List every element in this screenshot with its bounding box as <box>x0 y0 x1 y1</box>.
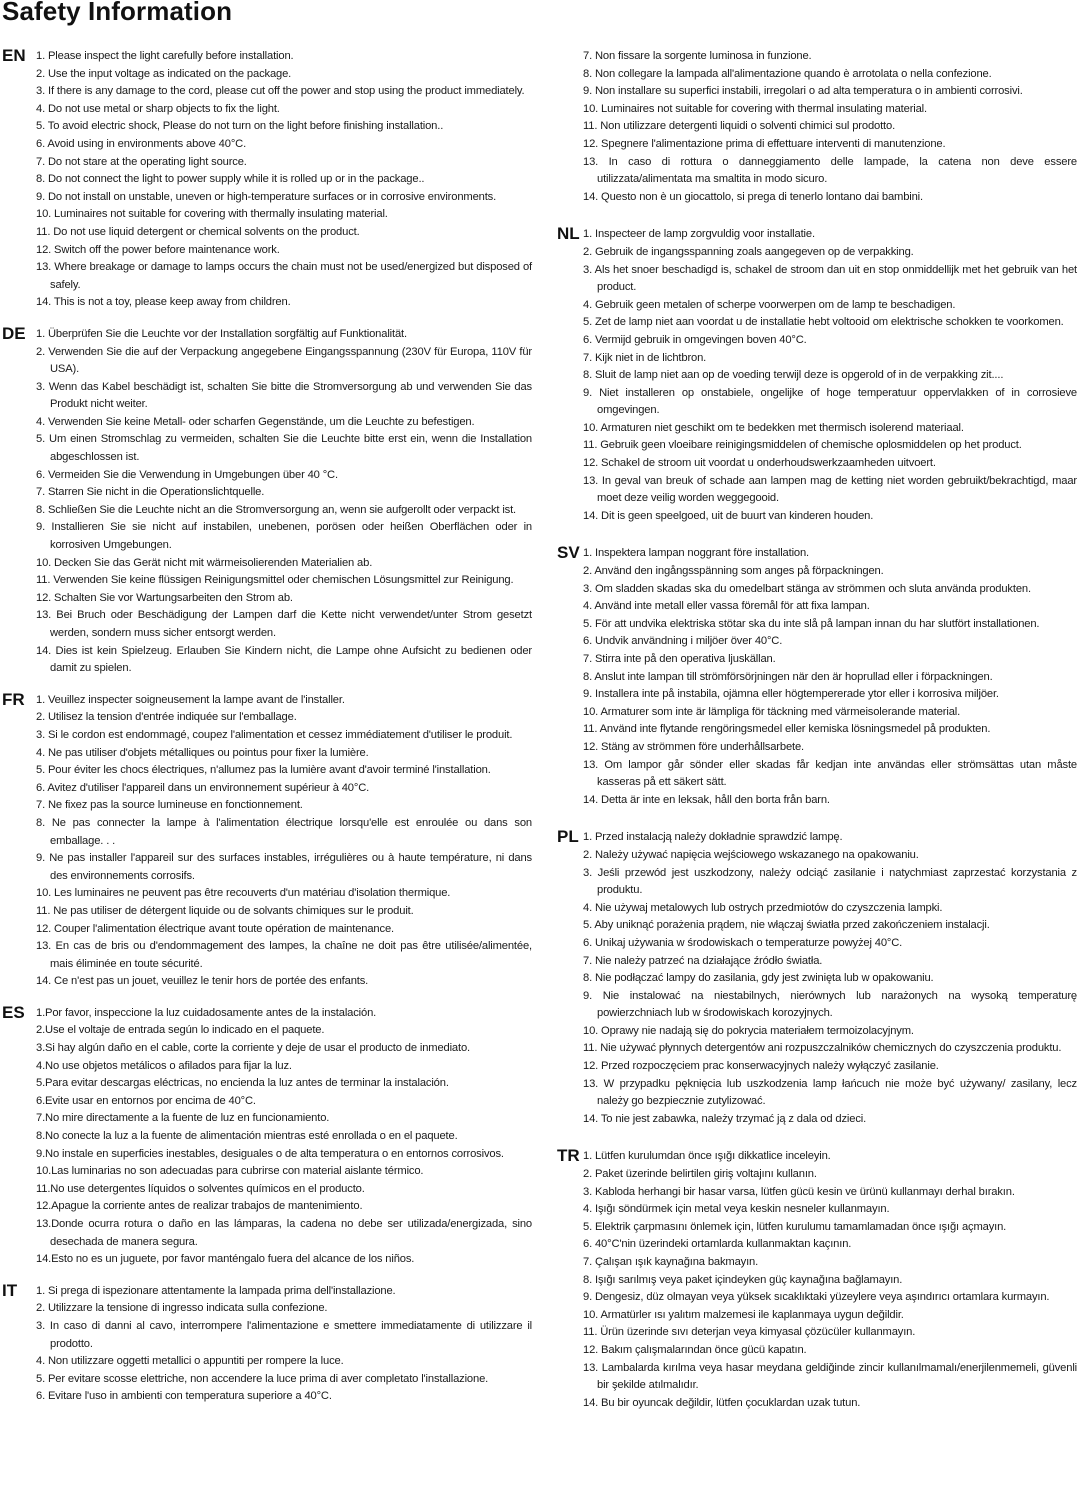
list-item: 6. Vermijd gebruik in omgevingen boven 40°C. <box>583 333 807 346</box>
language-code: EN <box>2 46 26 65</box>
list-item: 2. Utilizzare la tensione di ingresso indicata sulla confezione. <box>36 1302 328 1315</box>
list-item: 11. Nie używać płynnych detergentów ani rozpuszczalników chemicznych do czyszczenia produktu. <box>583 1042 1062 1055</box>
instruction-list <box>583 48 1077 206</box>
list-item: 12. Spegnere l'alimentazione prima di effettuare interventi di manutenzione. <box>583 137 946 150</box>
list-item: 3. If there is any damage to the cord, please cut off the power and stop using the product immediately. <box>36 85 525 98</box>
list-item: 8.No conecte la luz a la fuente de alimentación mientras esté enrollada o en el paquete. <box>36 1130 458 1143</box>
list-item: 11. Non utilizzare detergenti liquidi o solventi chimici sul prodotto. <box>583 120 896 133</box>
list-item: 8. Schließen Sie die Leuchte nicht an die Stromversorgung an, wenn sie aufgerollt oder verpackt ist. <box>36 503 517 516</box>
list-item: 10. Decken Sie das Gerät nicht mit wärmeisolierenden Materialien ab. <box>36 556 373 569</box>
list-item: 5. Pour éviter les chocs électriques, n'allumez pas la lumière avant d'avoir terminé l'installation. <box>36 764 491 777</box>
list-item: 8. Do not connect the light to power supply while it is rolled up or in the package.. <box>36 173 425 186</box>
list-item: 8. Non collegare la lampada all'alimentazione quando è arrotolata o nella confezione. <box>583 67 992 80</box>
list-item: 2. Utilisez la tension d'entrée indiquée sur l'emballage. <box>36 711 297 724</box>
instruction-list <box>583 545 1077 809</box>
list-item: 13. In geval van breuk of schade aan lampen mag de ketting niet worden gebruikt/bekrachtigd, maar moet deze veilig worden weggegooid. <box>583 474 1077 505</box>
list-item: 13. Om lampor går sönder eller skadas får kedjan inte användas eller strömsättas utan måste kasseras på ett säkert sätt. <box>583 758 1077 789</box>
list-item: 8. Nie podłączać lampy do zasilania, gdy jest zwinięta lub w opakowaniu. <box>583 972 934 985</box>
instruction-list <box>36 326 532 678</box>
list-item: 14. Detta är inte en leksak, håll den borta från barn. <box>583 793 830 806</box>
list-item: 4. Işığı söndürmek için metal veya keskin nesneler kullanmayın. <box>583 1203 890 1216</box>
instruction-list <box>36 48 532 312</box>
instruction-list <box>36 692 532 991</box>
list-item: 9. Dengesiz, düz olmayan veya yüksek sıcaklıktaki yüzeylere veya aşındırıcı ortamlara kurmayın. <box>583 1291 1050 1304</box>
list-item: 14. Ce n'est pas un jouet, veuillez le tenir hors de portée des enfants. <box>36 975 369 988</box>
list-item: 5. Per evitare scosse elettriche, non accendere la luce prima di aver completato l'installazione. <box>36 1372 489 1385</box>
list-item: 10. Armaturer som inte är lämpliga för täckning med värmeisolerande material. <box>583 705 961 718</box>
list-item: 11. Gebruik geen vloeibare reinigingsmiddelen of chemische oplosmiddelen op het product. <box>583 439 1022 452</box>
list-item: 7. Çalışan ışık kaynağına bakmayın. <box>583 1256 759 1268</box>
list-item: 10. Armatürler ısı yalıtım malzemesi ile kaplanmaya uygun değildir. <box>583 1308 904 1321</box>
instruction-list <box>36 1283 532 1406</box>
list-item: 9. Nie instalować na niestabilnych, nierównych lub narażonych na wysoką temperaturę powierzchniach lub w środowiskach korozyjnych. <box>583 989 1077 1020</box>
list-item: 2. Use the input voltage as indicated on the package. <box>36 67 292 80</box>
section-de <box>0 323 532 678</box>
list-item: 8. Anslut inte lampan till strömförsörjningen när den är hoprullad eller i förpackningen. <box>583 670 993 683</box>
list-item: 6. 40°C'nin üzerindeki ortamlarda kullanmaktan kaçının. <box>583 1238 852 1251</box>
list-item: 14. Dit is geen speelgoed, uit de buurt van kinderen houden. <box>583 509 874 522</box>
list-item: 2. Verwenden Sie die auf der Verpackung angegebene Eingangsspannung (230V für Europa, 110V für USA). <box>36 345 532 376</box>
list-item: 3. Als het snoer beschadigd is, schakel de stroom dan uit en stop onmiddellijk met het gebruik van het product. <box>583 263 1077 294</box>
list-item: 10. Les luminaires ne peuvent pas être recouverts d'un matériau d'isolation thermique. <box>36 887 451 900</box>
list-item: 14. To nie jest zabawka, należy trzymać ją z dala od dzieci. <box>583 1112 867 1125</box>
list-item: 4. Gebruik geen metalen of scherpe voorwerpen om de lamp te beschadigen. <box>583 298 956 311</box>
list-item: 5. För att undvika elektriska stötar ska du inte slå på lampan innan du har slutfört installationen. <box>583 617 1040 630</box>
list-item: 9.No instale en superficies inestables, desiguales o de alta temperatura o en entornos corrosivos. <box>36 1147 504 1160</box>
list-item: 14. Bu bir oyuncak değildir, lütfen çocuklardan uzak tutun. <box>583 1396 861 1409</box>
instruction-list <box>583 226 1077 525</box>
list-item: 3. In caso di danni al cavo, interrompere l'alimentazione e smettere immediatamente di utilizzare il prodotto. <box>36 1319 532 1350</box>
list-item: 11. Använd inte flytande rengöringsmedel eller kemiska lösningsmedel på produkten. <box>583 723 991 736</box>
section-en <box>0 48 532 312</box>
list-item: 3.Si hay algún daño en el cable, corte la corriente y deje de usar el producto de inmediato. <box>36 1042 470 1055</box>
list-item: 3. Kabloda herhangi bir hasar varsa, lütfen gücü kesin ve ürünü kullanmayı derhal bırakın. <box>583 1185 1015 1198</box>
list-item: 3. Si le cordon est endommagé, coupez l'alimentation et cessez immédiatement d'utiliser le produit. <box>36 728 513 741</box>
list-item: 12. Bakım çalışmalarından önce gücü kapatın. <box>583 1343 807 1356</box>
list-item: 13. En cas de bris ou d'endommagement des lampes, la chaîne ne doit pas être utilisée/alimentée, mais éliminée en toute sécurité. <box>36 940 532 970</box>
list-item: 2. Paket üzerinde belirtilen giriş voltajını kullanın. <box>583 1168 817 1181</box>
list-item: 14. Dies ist kein Spielzeug. Erlauben Sie Kindern nicht, die Lampe ohne Aufsicht zu bedienen oder damit zu spielen. <box>36 644 532 675</box>
list-item: 7. Kijk niet in de lichtbron. <box>583 351 707 364</box>
list-item: 6. Evitare l'uso in ambienti con temperatura superiore a 40°C. <box>36 1390 332 1403</box>
list-item: 5. Aby uniknąć porażenia prądem, nie włączaj światła przed zakończeniem instalacji. <box>583 919 990 932</box>
list-item: 2. Należy używać napięcia wejściowego wskazanego na opakowaniu. <box>583 848 919 861</box>
list-item: 11.No use detergentes líquidos o solventes químicos en el producto. <box>36 1182 365 1195</box>
list-item: 1. Lütfen kurulumdan önce ışığı dikkatlice inceleyin. <box>583 1150 831 1163</box>
list-item: 14. Questo non è un giocattolo, si prega di tenerlo lontano dai bambini. <box>583 190 923 203</box>
list-item: 4. Ne pas utiliser d'objets métalliques ou pointus pour fixer la lumière. <box>36 746 369 759</box>
list-item: 6.Evite usar en entornos por encima de 40°C. <box>36 1094 256 1107</box>
list-item: 3. Om sladden skadas ska du omedelbart stänga av strömmen och sluta använda produkten. <box>583 582 1031 595</box>
language-code: IT <box>2 1280 18 1300</box>
list-item: 11. Verwenden Sie keine flüssigen Reinigungsmittel oder chemischen Lösungsmittel zur Reinigung. <box>36 574 514 587</box>
left-column <box>0 48 532 1420</box>
list-item: 6. Avoid using in environments above 40°C. <box>36 137 247 150</box>
list-item: 5. To avoid electric shock, Please do not turn on the light before finishing installation.. <box>36 120 444 133</box>
list-item: 14. This is not a toy, please keep away from children. <box>36 296 291 309</box>
list-item: 13. In caso di rottura o danneggiamento delle lampade, la catena non deve essere utilizzata/alimentata ma smaltita in modo sicuro. <box>583 155 1077 186</box>
list-item: 11. Ne pas utiliser de détergent liquide ou de solvants chimiques sur le produit. <box>36 904 414 917</box>
list-item: 12. Stäng av strömmen före underhållsarbete. <box>583 740 805 753</box>
list-item: 2. Gebruik de ingangsspanning zoals aangegeven op de verpakking. <box>583 245 914 258</box>
list-item: 12. Couper l'alimentation électrique avant toute opération de maintenance. <box>36 922 394 935</box>
list-item: 11. Ürün üzerinde sıvı deterjan veya kimyasal çözücüler kullanmayın. <box>583 1326 916 1339</box>
list-item: 7. Stirra inte på den operativa ljuskällan. <box>583 653 776 665</box>
list-item: 9. Installera inte på instabila, ojämna eller högtempererade ytor eller i korrosiva miljöer. <box>583 688 999 701</box>
list-item: 7.No mire directamente a la fuente de luz en funcionamiento. <box>36 1112 330 1125</box>
list-item: 1. Überprüfen Sie die Leuchte vor der Installation sorgfältig auf Funktionalität. <box>36 327 407 340</box>
list-item: 1.Por favor, inspeccione la luz cuidadosamente antes de la instalación. <box>36 1006 377 1019</box>
list-item: 1. Si prega di ispezionare attentamente la lampada prima dell'installazione. <box>36 1284 396 1297</box>
list-item: 6. Undvik användning i miljöer över 40°C. <box>583 635 783 648</box>
language-code: FR <box>2 689 25 709</box>
list-item: 12. Switch off the power before maintenance work. <box>36 243 280 256</box>
list-item: 4. Verwenden Sie keine Metall- oder scharfen Gegenstände, um die Leuchte zu befestigen. <box>36 415 475 428</box>
language-code: SV <box>557 543 580 563</box>
list-item: 1. Veuillez inspecter soigneusement la lampe avant de l'installer. <box>36 693 345 706</box>
list-item: 8. Ne pas connecter la lampe à l'alimentation électrique lorsqu'elle est enroulée ou dans son emballage. . . <box>36 816 532 847</box>
list-item: 13. Where breakage or damage to lamps occurs the chain must not be used/energized but disposed of safely. <box>36 261 532 291</box>
list-item: 13. W przypadku pęknięcia lub uszkodzenia lamp łańcuch nie może być używany/ zasilany, lecz należy go bezpiecznie zutylizować. <box>583 1077 1077 1108</box>
instruction-list <box>36 1005 532 1269</box>
list-item: 4. Nie używaj metalowych lub ostrych przedmiotów do czyszczenia lampki. <box>583 901 943 914</box>
list-item: 2.Use el voltaje de entrada según lo indicado en el paquete. <box>36 1024 325 1037</box>
instruction-list <box>583 829 1077 1128</box>
section-it <box>0 1280 532 1406</box>
list-item: 7. Ne fixez pas la source lumineuse en fonctionnement. <box>36 799 303 812</box>
list-item: 1. Przed instalacją należy dokładnie sprawdzić lampę. <box>583 831 843 844</box>
list-item: 8. Sluit de lamp niet aan op de voeding terwijl deze is opgerold of in de verpakking zit.... <box>583 369 1004 382</box>
section-it-continued <box>555 48 1077 206</box>
list-item: 1. Inspektera lampan noggrant före installation. <box>583 547 810 560</box>
list-item: 13. Bei Bruch oder Beschädigung der Lampen darf die Kette nicht verwendet/unter Strom gesetzt werden, sondern muss sicher entsorgt werden. <box>36 609 532 639</box>
list-item: 1. Inspecteer de lamp zorgvuldig voor installatie. <box>583 228 815 241</box>
list-item: 9. Installieren Sie sie nicht auf instabilen, unebenen, porösen oder heißen Oberflächen oder in korrosiven Umgebungen. <box>36 521 532 552</box>
language-code: TR <box>557 1146 580 1166</box>
section-pl <box>555 829 1077 1128</box>
section-tr <box>555 1148 1077 1412</box>
language-code: DE <box>2 323 26 343</box>
list-item: 13.Donde ocurra rotura o daño en las lámparas, la cadena no debe ser utilizada/energizada, sino desechada de manera segura. <box>36 1218 532 1248</box>
list-item: 14.Esto no es un juguete, por favor manténgalo fuera del alcance de los niños. <box>36 1253 415 1266</box>
list-item: 9. Non installare su superfici instabili, irregolari o ad alta temperatura o in ambienti corrosivi. <box>583 85 1023 98</box>
list-item: 3. Wenn das Kabel beschädigt ist, schalten Sie bitte die Stromversorgung ab und verwenden Sie das Produkt nicht weiter. <box>36 380 532 411</box>
list-item: 10. Luminaires not suitable for covering with thermal insulating material. <box>583 102 927 115</box>
list-item: 12.Apague la corriente antes de realizar trabajos de mantenimiento. <box>36 1200 363 1213</box>
list-item: 10. Armaturen niet geschikt om te bedekken met thermisch isolerend materiaal. <box>583 421 964 434</box>
list-item: 7. Do not stare at the operating light source. <box>36 155 247 168</box>
list-item: 4.No use objetos metálicos o afilados para fijar la luz. <box>36 1059 292 1072</box>
list-item: 5. Elektrik çarpmasını önlemek için, lütfen kurulumu tamamlamadan önce ışığı açmayın. <box>583 1220 1007 1233</box>
section-nl <box>555 226 1077 525</box>
list-item: 11. Do not use liquid detergent or chemical solvents on the product. <box>36 225 360 238</box>
list-item: 8. Işığı sarılmış veya paket içindeyken güç kaynağına bağlamayın. <box>583 1273 903 1286</box>
list-item: 12. Przed rozpoczęciem prac konserwacyjnych należy wyłączyć zasilanie. <box>583 1060 939 1073</box>
list-item: 5.Para evitar descargas eléctricas, no encienda la luz antes de terminar la instalación. <box>36 1077 449 1090</box>
list-item: 13. Lambalarda kırılma veya hasar meydana geldiğinde zincir kullanılmamalı/enerjilenmemeli, güvenli bir şekilde atılmalıdır. <box>583 1361 1077 1392</box>
section-fr <box>0 689 532 991</box>
list-item: 6. Vermeiden Sie die Verwendung in Umgebungen über 40 °C. <box>36 468 338 481</box>
list-item: 12. Schalten Sie vor Wartungsarbeiten den Strom ab. <box>36 591 293 604</box>
section-es <box>0 1002 532 1269</box>
language-code: ES <box>2 1002 25 1022</box>
list-item: 12. Schakel de stroom uit voordat u onderhoudswerkzaamheden uitvoert. <box>583 457 936 470</box>
list-item: 6. Avitez d'utiliser l'appareil dans un environnement supérieur à 40°C. <box>36 781 370 794</box>
list-item: 4. Non utilizzare oggetti metallici o appuntiti per rompere la luce. <box>36 1355 344 1368</box>
list-item: 10. Luminaires not suitable for covering with thermally insulating material. <box>36 208 388 221</box>
list-item: 7. Non fissare la sorgente luminosa in funzione. <box>583 50 812 62</box>
list-item: 5. Zet de lamp niet aan voordat u de installatie hebt voltooid om elektrische schokken te voorkomen. <box>583 316 1064 329</box>
language-code: NL <box>557 224 580 244</box>
list-item: 9. Niet installeren op onstabiele, ongelijke of hoge temperatuur oppervlakken of in corrosieve omgevingen. <box>583 386 1077 417</box>
list-item: 5. Um einen Stromschlag zu vermeiden, schalten Sie die Leuchte bitte erst ein, wenn die Installation abgeschlossen ist. <box>36 433 532 464</box>
list-item: 4. Do not use metal or sharp objects to fix the light. <box>36 102 280 115</box>
right-column <box>555 48 1077 1432</box>
list-item: 9. Ne pas installer l'appareil sur des surfaces instables, irrégulières ou à haute température, ni dans des environnements corrosifs. <box>36 852 532 882</box>
list-item: 7. Starren Sie nicht in die Operationslichtquelle. <box>36 486 265 499</box>
list-item: 1. Please inspect the light carefully before installation. <box>36 50 294 62</box>
list-item: 10. Oprawy nie nadają się do pokrycia materiałem termoizolacyjnym. <box>583 1024 914 1037</box>
list-item: 10.Las luminarias no son adecuadas para cubrirse con material aislante térmico. <box>36 1165 424 1178</box>
list-item: 6. Unikaj używania w środowiskach o temperaturze powyżej 40°C. <box>583 936 903 949</box>
list-item: 4. Använd inte metall eller vassa föremål för att fixa lampan. <box>583 600 870 613</box>
list-item: 7. Nie należy patrzeć na działające źródło światła. <box>583 954 823 967</box>
list-item: 3. Jeśli przewód jest uszkodzony, należy odciąć zasilanie i natychmiast zaprzestać korzystania z produktu. <box>583 866 1077 897</box>
language-code: PL <box>557 827 579 847</box>
instruction-list <box>583 1148 1077 1412</box>
section-sv <box>555 545 1077 809</box>
list-item: 2. Använd den ingångsspänning som anges på förpackningen. <box>583 565 884 578</box>
list-item: 9. Do not install on unstable, uneven or high-temperature surfaces or in corrosive environments. <box>36 190 497 203</box>
page-title: Safety Information <box>2 0 233 26</box>
